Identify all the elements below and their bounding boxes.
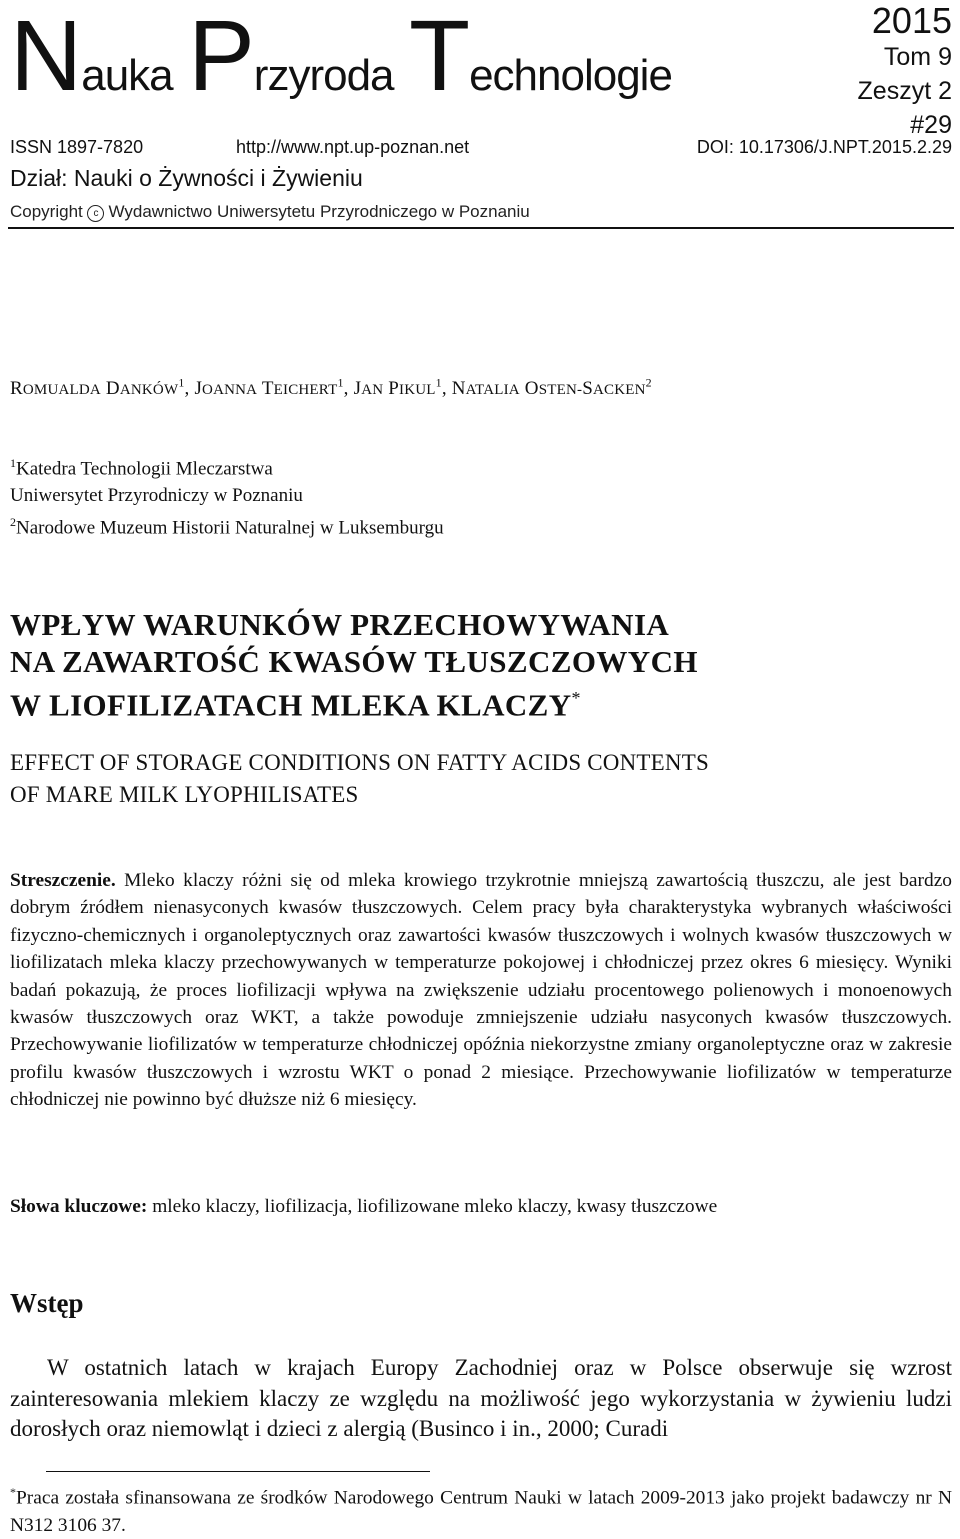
journal-title-word: Przyroda [188,0,394,112]
footnote-marker[interactable]: * [571,688,581,708]
article-title-en [10,747,709,811]
journal-title-word: Technologie [408,0,672,112]
title-line: WPŁYW WARUNKÓW PRZECHOWYWANIA [10,607,670,642]
issue-volume: Tom 9 [883,43,952,71]
journal-url[interactable]: http://www.npt.up-poznan.net [236,137,470,157]
abstract [10,867,952,1114]
header-divider [8,227,954,229]
author: JOANNA TEICHERT$^1$, [194,376,354,400]
footnote-mark: * [10,1485,16,1499]
title-line: OF MARE MILK LYOPHILISATES [10,782,359,807]
affiliation-1: $^1$Katedra Technologii Mleczarstwa [10,456,273,480]
article-title-pl [10,606,698,723]
keywords-label: Słowa kluczowe: [10,1196,148,1217]
keywords [10,1193,952,1220]
issue-year: 2015 [871,0,952,41]
author-list [10,376,652,400]
issue-info [858,2,952,142]
copyright-line-text: Copyright [10,202,88,221]
doi[interactable]: DOI: 10.17306/J.NPT.2015.2.29 [696,137,952,157]
author: NATALIA OSTEN-SACKEN$^2$ [451,376,652,400]
journal-title-word: Nauka [10,0,173,112]
footnote-text: Praca została sfinansowana ze środków Narodowego Centrum Nauki w latach 2009-2013 jako projekt badawczy nr N N312 3106 37. [10,1487,952,1536]
title-line: NA ZAWARTOŚĆ KWASÓW TŁUSZCZOWYCH [10,644,698,679]
copyright-icon: c [87,205,104,222]
copyright-holder: Wydawnictwo Uniwersytetu Przyrodniczego w Poznaniu [108,202,530,221]
title-line: W LIOFILIZATACH MLEKA KLACZY* [10,687,581,723]
title-line: EFFECT OF STORAGE CONDITIONS ON FATTY ACIDS CONTENTS [10,750,709,775]
intro-paragraph: W ostatnich latach w krajach Europy Zachodniej oraz w Polsce obserwuje się wzrost zainteresowania mlekiem klaczy ze względu na możliwość jego wykorzystania w żywieniu ludzi dorosłych oraz niemowląt i dzieci z alergią (Businco i in., 2000; Curadi [10,1355,952,1441]
abstract-label: Streszczenie. [10,870,116,891]
article-number: #29 [910,111,952,139]
journal-title [10,0,684,112]
affiliation-1-university: Uniwersytet Przyrodniczy w Poznaniu [10,485,303,507]
issn: ISSN 1897-7820 [10,137,144,157]
issue-number: Zeszyt 2 [857,77,952,105]
author: ROMUALDA DANKÓW$^1$, [10,376,195,400]
copyright-line [10,202,530,222]
section-name: Dział: Nauki o Żywności i Żywieniu [10,165,363,191]
affiliation-2: $^2$Narodowe Muzeum Historii Naturalnej w Luksemburgu [10,515,444,539]
abstract-text: Mleko klaczy różni się od mleka krowiego trzykrotnie mniejszą zawartością tłuszczu, ale jest bardzo dobrym źródłem nienasyconych kwasów tłuszczowych. Celem pracy była charakterystyka wybranych właściwości fizyczno-chemicznych i organoleptycznych oraz zawartości kwasów tłuszczowych i wolnych kwasów tłuszczowych w liofilizatach mleka klaczy przechowywanych w temperaturze pokojowej i chłodniczej przez okres 6 miesięcy. Wyniki badań pokazują, że proces liofilizacji wpływa na zwiększenie udziału procentowego polienowych i monoenowych kwasów tłuszczowych oraz WKT, a także powoduje zmniejszenie udziału nasyconych kwasów tłuszczowych. Przechowywanie liofilizatów w temperaturze chłodniczej opóźnia niekorzystne zmiany organoleptyczne oraz w zakresie profilu kwasów tłuszczowych i wzrostu WKT o ponad 2 miesiące. Przechowywanie liofilizatów w temperaturze chłodniczej nie powinno być dłuższe niż 6 miesięcy. [10,870,952,1111]
keywords-text: mleko klaczy, liofilizacja, liofilizowane mleko klaczy, kwasy tłuszczowe [147,1196,718,1217]
affiliations [10,450,444,542]
section-heading: Wstęp [10,1288,84,1318]
footnote-divider [46,1471,430,1472]
author: JAN PIKUL$^1$, [353,376,452,400]
footnote [10,1479,952,1539]
